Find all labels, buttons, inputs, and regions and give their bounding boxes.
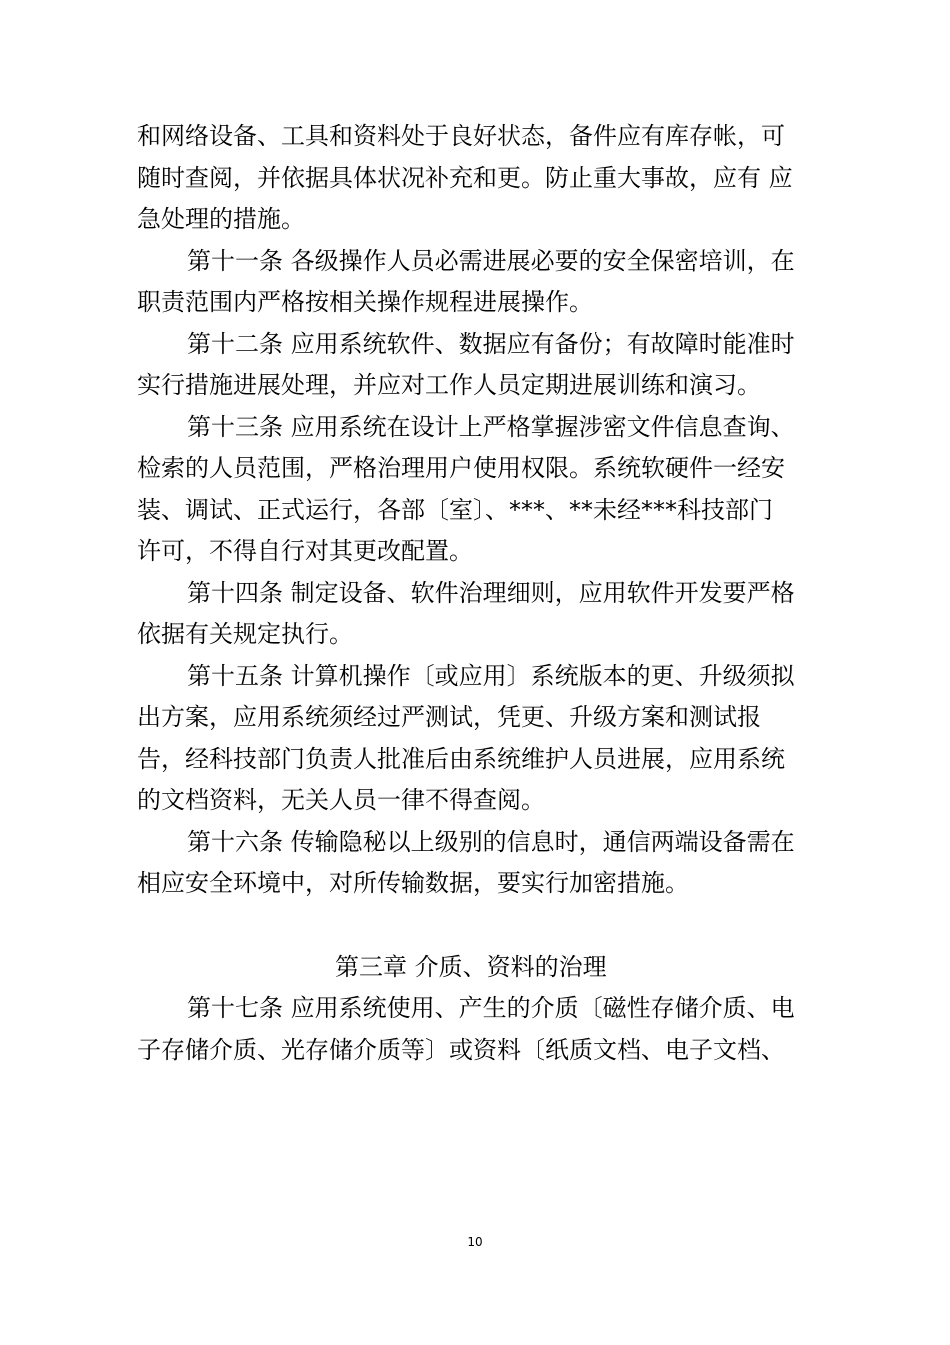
paragraph-line: 依据有关规定执行。 [137,620,353,648]
section-gap [137,905,837,947]
article-17-line: 第十七条 应用系统使用、产生的介质〔磁性存储介质、电 [187,994,795,1022]
chapter-heading: 第三章 介质、资料的治理 [335,952,607,981]
article-14-line: 第十四条 制定设备、软件治理细则，应用软件开发要严格 [187,578,795,607]
paragraph-line: 许可，不得自行对其更改配置。 [137,537,473,565]
paragraph-line: 子存储介质、光存储介质等〕或资料〔纸质文档、电子文档、 [137,1035,785,1064]
paragraph-line: 和网络设备、工具和资料处于良好状态，备件应有库存帐，可 [137,122,785,150]
article-16-line: 第十六条 传输隐秘以上级别的信息时，通信两端设备需在 [187,827,795,856]
paragraph-line: 出方案，应用系统须经过严测试，凭更、升级方案和测试报 [137,703,761,731]
paragraph-line: 随时查阅，并依据具体状况补充和更。防止重大事故，应有 应 [137,163,793,192]
paragraph-line: 急处理的措施。 [137,205,305,233]
paragraph-line: 告，经科技部门负责人批准后由系统维护人员进展，应用系统 [137,744,785,773]
paragraph-line: 装、调试、正式运行，各部〔室〕、***、**未经***科技部门 [137,495,773,524]
article-15-line: 第十五条 计算机操作〔或应用〕系统版本的更、升级须拟 [187,661,795,690]
paragraph-line: 检索的人员范围，严格治理用户使用权限。系统软硬件一经安 [137,454,785,482]
document-body [137,116,837,1071]
paragraph-line: 实行措施进展处理，并应对工作人员定期进展训练和演习。 [137,371,761,399]
article-12-line: 第十二条 应用系统软件、数据应有备份；有故障时能准时 [187,329,795,358]
page-number: 10 [467,1235,483,1249]
article-11-line: 第十一条 各级操作人员必需进展必要的安全保密培训，在 [187,246,795,275]
paragraph-line: 的文档资料，无关人员一律不得查阅。 [137,786,545,814]
article-13-line: 第十三条 应用系统在设计上严格掌握涉密文件信息查询、 [187,412,795,441]
paragraph-line: 职责范围内严格按相关操作规程进展操作。 [137,288,593,316]
paragraph-line: 相应安全环境中，对所传输数据，要实行加密措施。 [137,869,689,897]
